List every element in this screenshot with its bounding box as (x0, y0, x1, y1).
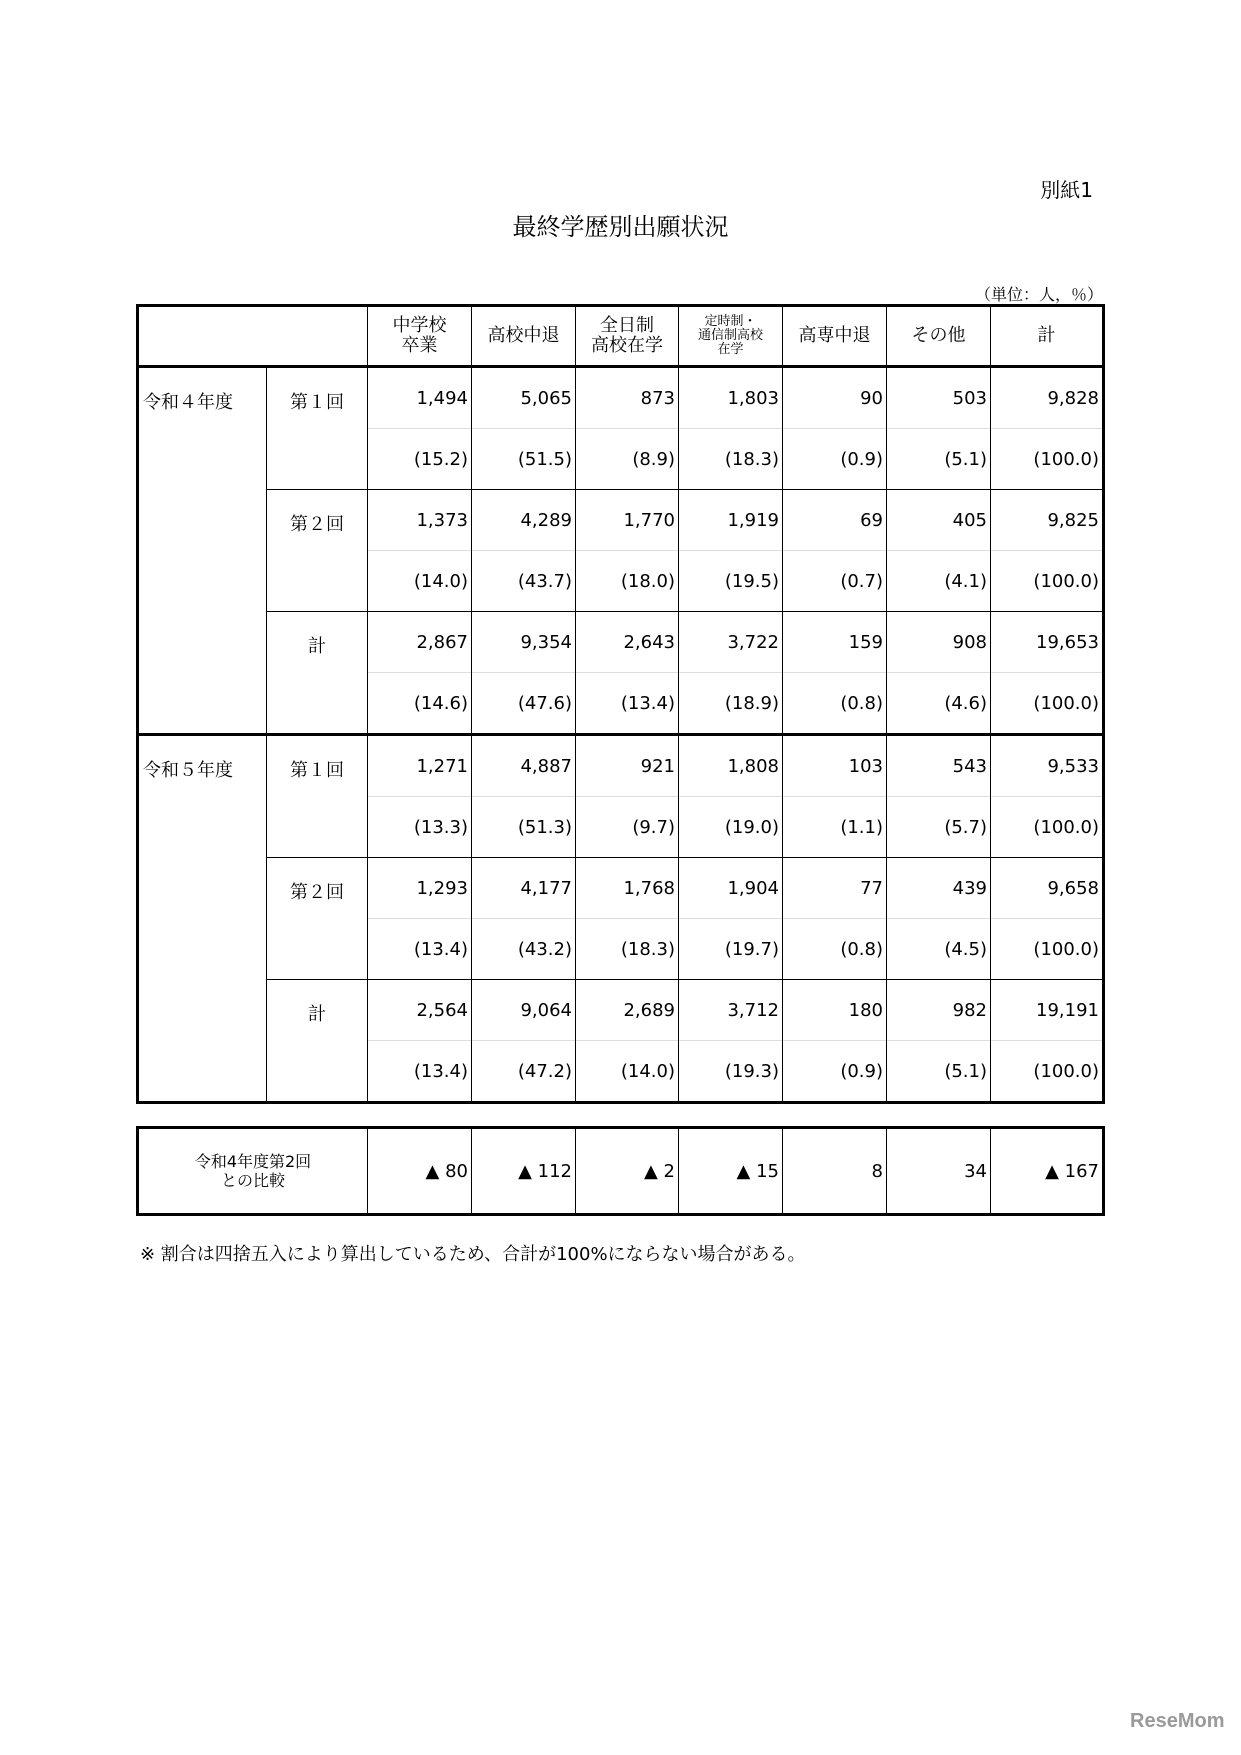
count-cell: 4,177 (472, 858, 576, 919)
count-cell: 103 (783, 735, 887, 797)
count-cell: 3,722 (679, 612, 783, 673)
count-cell: 9,658 (991, 858, 1104, 919)
comparison-row (138, 1128, 1104, 1215)
percent-cell: (4.1) (887, 551, 991, 612)
percent-cell: (100.0) (991, 429, 1104, 490)
count-cell: 1,803 (679, 367, 783, 429)
percent-cell: (19.0) (679, 797, 783, 858)
count-cell: 180 (783, 980, 887, 1041)
comparison-cell: ▲ 2 (576, 1128, 679, 1215)
table-row (138, 980, 1104, 1041)
percent-cell: (18.3) (576, 919, 679, 980)
percent-cell: (43.2) (472, 919, 576, 980)
count-cell: 1,373 (368, 490, 472, 551)
count-cell: 439 (887, 858, 991, 919)
count-cell: 9,064 (472, 980, 576, 1041)
count-cell: 19,191 (991, 980, 1104, 1041)
percent-cell: (14.0) (576, 1041, 679, 1103)
count-cell: 2,867 (368, 612, 472, 673)
count-cell: 69 (783, 490, 887, 551)
count-cell: 921 (576, 735, 679, 797)
page-title: 最終学歴別出願状況 (512, 213, 729, 241)
round-label: 第２回 (267, 858, 368, 980)
count-cell: 1,293 (368, 858, 472, 919)
percent-cell: (14.0) (368, 551, 472, 612)
percent-cell: (51.5) (472, 429, 576, 490)
column-header: 高専中退 (783, 306, 887, 367)
percent-cell: (0.8) (783, 673, 887, 735)
application-table (136, 304, 1105, 1104)
count-cell: 1,808 (679, 735, 783, 797)
comparison-cell: 34 (887, 1128, 991, 1215)
count-cell: 9,825 (991, 490, 1104, 551)
count-cell: 19,653 (991, 612, 1104, 673)
count-cell: 4,289 (472, 490, 576, 551)
percent-cell: (18.3) (679, 429, 783, 490)
percent-cell: (13.3) (368, 797, 472, 858)
count-cell: 9,533 (991, 735, 1104, 797)
percent-cell: (100.0) (991, 551, 1104, 612)
percent-cell: (13.4) (368, 919, 472, 980)
percent-cell: (0.7) (783, 551, 887, 612)
table-row (138, 735, 1104, 797)
column-header: その他 (887, 306, 991, 367)
count-cell: 982 (887, 980, 991, 1041)
percent-cell: (15.2) (368, 429, 472, 490)
percent-cell: (100.0) (991, 919, 1104, 980)
count-cell: 9,828 (991, 367, 1104, 429)
comparison-label (138, 1128, 368, 1215)
column-header: 計 (991, 306, 1104, 367)
comparison-label-line: 令和4年度第2回 (194, 1151, 312, 1171)
count-cell: 908 (887, 612, 991, 673)
table-row (138, 858, 1104, 919)
percent-cell: (18.0) (576, 551, 679, 612)
count-cell: 1,271 (368, 735, 472, 797)
count-cell: 503 (887, 367, 991, 429)
comparison-label-line: との比較 (220, 1171, 285, 1190)
table-row (138, 367, 1104, 429)
attachment-label: 別紙1 (1040, 178, 1093, 202)
percent-cell: (4.5) (887, 919, 991, 980)
round-label: 計 (267, 980, 368, 1103)
percent-cell: (47.2) (472, 1041, 576, 1103)
column-header: 高校中退 (472, 306, 576, 367)
percent-cell: (0.9) (783, 1041, 887, 1103)
count-cell: 77 (783, 858, 887, 919)
percent-cell: (19.7) (679, 919, 783, 980)
percent-cell: (47.6) (472, 673, 576, 735)
count-cell: 2,643 (576, 612, 679, 673)
column-header: 中学校 卒業 (368, 306, 472, 367)
count-cell: 2,689 (576, 980, 679, 1041)
footnote: ※ 割合は四捨五入により算出しているため、合計が100%にならない場合がある。 (140, 1244, 806, 1265)
percent-cell: (100.0) (991, 673, 1104, 735)
percent-cell: (18.9) (679, 673, 783, 735)
year-label: 令和５年度 (138, 735, 267, 1103)
count-cell: 1,770 (576, 490, 679, 551)
percent-cell: (8.9) (576, 429, 679, 490)
percent-cell: (51.3) (472, 797, 576, 858)
percent-cell: (0.9) (783, 429, 887, 490)
count-cell: 1,919 (679, 490, 783, 551)
round-label: 計 (267, 612, 368, 735)
count-cell: 5,065 (472, 367, 576, 429)
count-cell: 2,564 (368, 980, 472, 1041)
round-label: 第１回 (267, 735, 368, 858)
count-cell: 1,904 (679, 858, 783, 919)
comparison-table (136, 1126, 1105, 1216)
round-label: 第１回 (267, 367, 368, 490)
table-row (138, 612, 1104, 673)
percent-cell: (43.7) (472, 551, 576, 612)
percent-cell: (1.1) (783, 797, 887, 858)
percent-cell: (100.0) (991, 797, 1104, 858)
percent-cell: (5.1) (887, 1041, 991, 1103)
percent-cell: (13.4) (368, 1041, 472, 1103)
percent-cell: (5.7) (887, 797, 991, 858)
count-cell: 4,887 (472, 735, 576, 797)
percent-cell: (13.4) (576, 673, 679, 735)
comparison-cell: ▲ 15 (679, 1128, 783, 1215)
count-cell: 873 (576, 367, 679, 429)
year-label: 令和４年度 (138, 367, 267, 735)
percent-cell: (5.1) (887, 429, 991, 490)
comparison-cell: ▲ 112 (472, 1128, 576, 1215)
percent-cell: (4.6) (887, 673, 991, 735)
count-cell: 9,354 (472, 612, 576, 673)
percent-cell: (14.6) (368, 673, 472, 735)
percent-cell: (9.7) (576, 797, 679, 858)
percent-cell: (0.8) (783, 919, 887, 980)
count-cell: 543 (887, 735, 991, 797)
percent-cell: (19.5) (679, 551, 783, 612)
table-row (138, 490, 1104, 551)
header-row (138, 306, 1104, 367)
count-cell: 3,712 (679, 980, 783, 1041)
comparison-cell: ▲ 80 (368, 1128, 472, 1215)
percent-cell: (19.3) (679, 1041, 783, 1103)
count-cell: 405 (887, 490, 991, 551)
percent-cell: (100.0) (991, 1041, 1104, 1103)
count-cell: 159 (783, 612, 887, 673)
count-cell: 90 (783, 367, 887, 429)
column-header: 定時制・ 通信制高校 在学 (679, 306, 783, 367)
count-cell: 1,494 (368, 367, 472, 429)
watermark-logo: ReseMom (1130, 1710, 1225, 1732)
round-label: 第２回 (267, 490, 368, 612)
comparison-cell: 8 (783, 1128, 887, 1215)
count-cell: 1,768 (576, 858, 679, 919)
header-blank (138, 306, 368, 367)
unit-label: （単位：人，％） (974, 285, 1103, 304)
comparison-cell: ▲ 167 (991, 1128, 1104, 1215)
column-header: 全日制 高校在学 (576, 306, 679, 367)
